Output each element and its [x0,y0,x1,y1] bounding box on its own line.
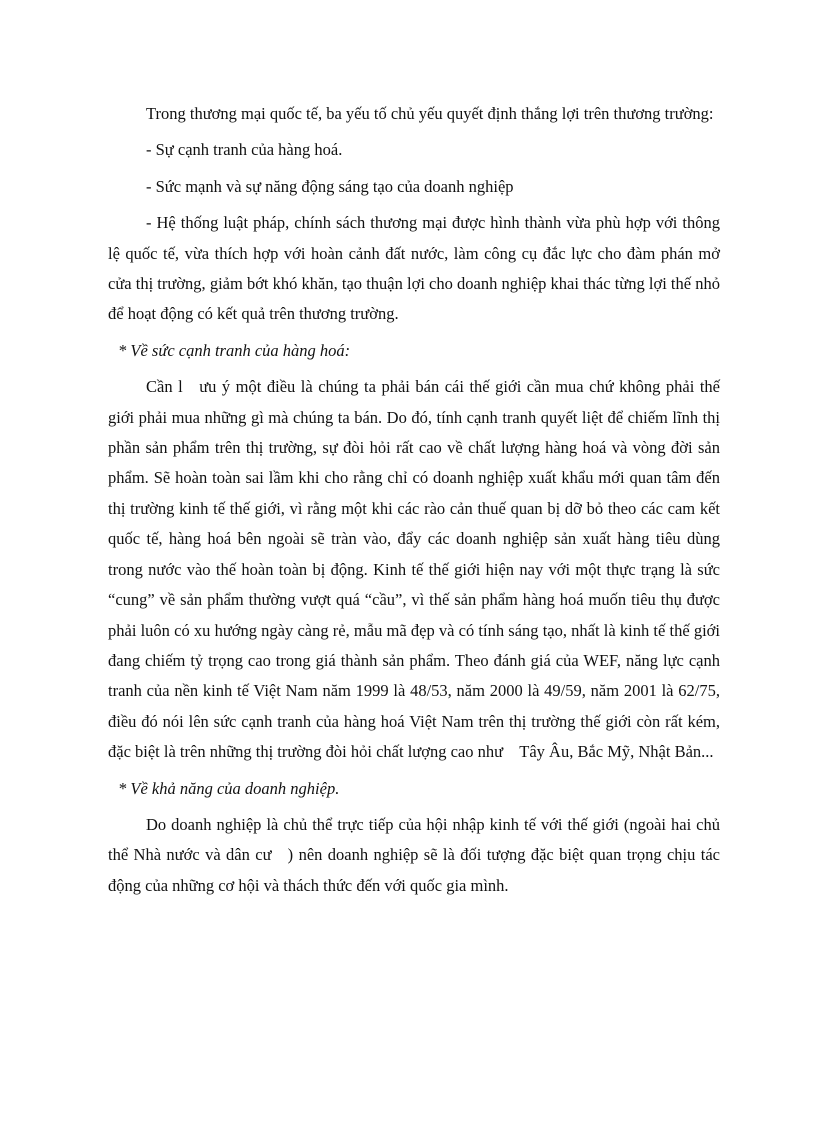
section-body-enterprise: Do doanh nghiệp là chủ thể trực tiếp của hội nhập kinh tế với thế giới (ngoài hai chủ thể Nhà nước và dân cư ) nên doanh nghiệp sẽ là đối tượng đặc biệt quan trọng chịu tác động của những cơ hội và thách thức đến với quốc gia mình. [108,814,725,895]
bullet-competitiveness: - Sự cạnh tranh của hàng hoá. [146,140,343,160]
section-heading-competitiveness: * Về sức cạnh tranh của hàng hoá: [118,340,351,360]
section-heading-enterprise: * Về khả năng của doanh nghiệp. [118,778,340,798]
section-body-competitiveness: Cần l ưu ý một điều là chúng ta phải bán cái thế giới cần mua chứ không phải thế giới phải mua những gì mà chúng ta bán. Do đó, tính cạnh tranh quyết liệt để chiếm lĩnh thị phần sản phẩm trên thị trường, sự đòi hỏi rất cao về chất lượng hàng hoá và vòng đời sản phẩm. Sẽ hoàn toàn sai lầm khi cho rằng chỉ có doanh nghiệp xuất khẩu mới quan tâm đến thị trường kinh tế thế giới, vì rằng một khi các rào cản thuế quan bị dỡ bỏ theo các cam kết quốc tế, hàng hoá bên ngoài sẽ tràn vào, đẩy các doanh nghiệp sản xuất hàng tiêu dùng trong nước vào thế hoàn toàn bị động. Kinh tế thế giới hiện nay với một thực trạng là sức “cung” về sản phẩm thường vượt quá “cầu”, vì thế sản phẩm hàng hoá muốn tiêu thụ được phải luôn có xu hướng ngày càng rẻ, mẫu mã đẹp và có tính sáng tạo, nhất là kinh tế thế giới đang chiếm tỷ trọng cao trong giá thành sản phẩm. Theo đánh giá của WEF, năng lực cạnh tranh của nền kinh tế Việt Nam năm 1999 là 48/53, năm 2000 là 49/59, năm 2001 là 62/75, điều đó nói lên sức cạnh tranh của hàng hoá Việt Nam trên thị trường thế giới còn rất kém, đặc biệt là trên những thị trường đòi hỏi chất lượng cao như Tây Âu, Bắc Mỹ, Nhật Bản... [108,377,725,762]
bullet-legal-system: - Hệ thống luật pháp, chính sách thương mại được hình thành vừa phù hợp với thông lệ quốc tế, vừa thích hợp với hoàn cảnh đất nước, làm công cụ đắc lực cho đàm phán mở cửa thị trường, giảm bớt khó khăn, tạo thuận lợi cho doanh nghiệp khai thác từng lợi thế nhỏ để hoạt động có kết quả trên thương trường. [108,213,720,324]
document-page [108,99,725,907]
intro-paragraph: Trong thương mại quốc tế, ba yếu tố chủ yếu quyết định thắng lợi trên thương trường: [146,104,714,123]
bullet-enterprise-strength: - Sức mạnh và sự năng động sáng tạo của doanh nghiệp [146,176,514,196]
